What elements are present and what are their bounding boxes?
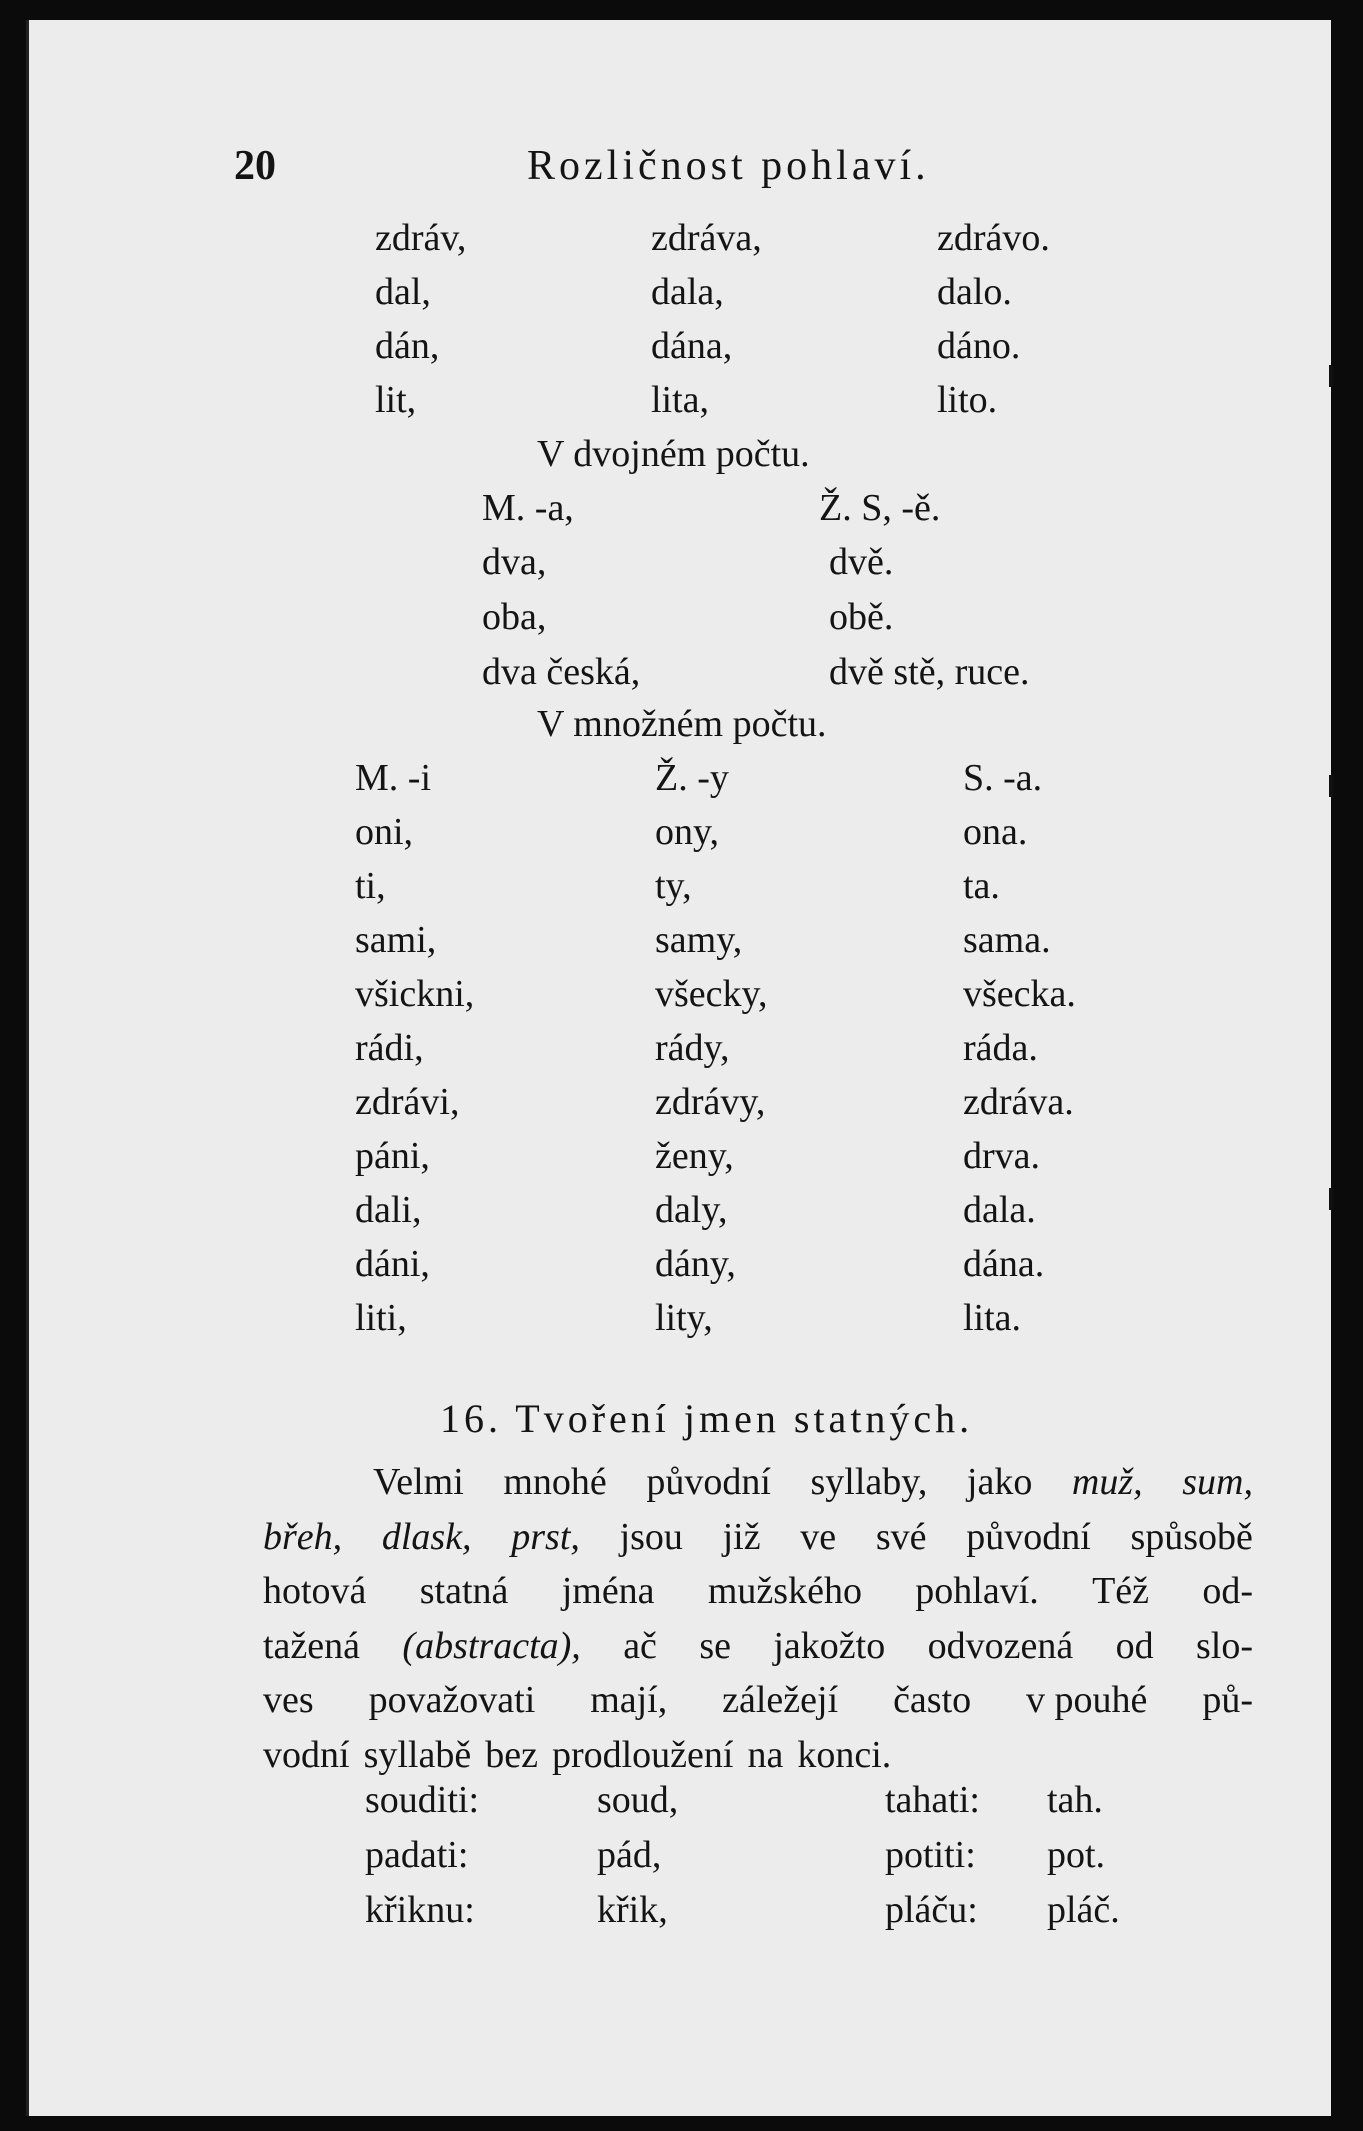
italic-word: dlask, xyxy=(381,1515,472,1558)
plural-form: všickni, xyxy=(355,973,475,1015)
section-title: 16. Tvoření jmen statných. xyxy=(440,1396,974,1441)
dual-column-header: Ž. S, -ě. xyxy=(819,487,941,529)
word: na xyxy=(747,1733,784,1776)
singular-form: zdrávo. xyxy=(937,217,1050,259)
word: pů- xyxy=(1202,1679,1253,1721)
plural-form: ony, xyxy=(655,811,720,853)
plural-form: lity, xyxy=(655,1297,713,1339)
dual-form: oba, xyxy=(482,596,547,638)
word: Též xyxy=(1092,1570,1150,1612)
dual-form: dva česká, xyxy=(482,651,641,693)
word: syllaby, xyxy=(810,1461,928,1503)
example-word: pád, xyxy=(597,1834,662,1876)
word: považovati xyxy=(368,1679,536,1721)
example-word: tahati: xyxy=(885,1779,980,1821)
singular-form: dalo. xyxy=(937,271,1012,313)
plural-form: dána. xyxy=(963,1243,1045,1285)
word: jakožto xyxy=(773,1624,886,1667)
word: tažená xyxy=(263,1624,361,1667)
plural-form: zdráva. xyxy=(963,1081,1074,1123)
paragraph-line xyxy=(263,1510,1253,1565)
dual-column-header: M. -a, xyxy=(482,487,574,529)
edge-mark xyxy=(1329,775,1333,797)
example-word: souditi: xyxy=(365,1779,480,1821)
plural-form: dáni, xyxy=(355,1243,430,1285)
paragraph-line xyxy=(263,1564,1253,1619)
singular-form: dáno. xyxy=(937,325,1021,367)
edge-mark xyxy=(1329,365,1333,387)
word: své xyxy=(875,1515,927,1558)
word: od xyxy=(1115,1624,1154,1667)
plural-column-header: S. -a. xyxy=(963,757,1043,799)
word: původní xyxy=(646,1461,771,1503)
plural-form: daly, xyxy=(655,1189,728,1231)
plural-form: sama. xyxy=(963,919,1051,961)
page-number: 20 xyxy=(234,143,276,189)
word: ves xyxy=(263,1679,314,1721)
dual-form: dvě. xyxy=(829,541,894,583)
section-paragraph xyxy=(263,1455,1253,1782)
plural-form: páni, xyxy=(355,1135,430,1177)
plural-form: lita. xyxy=(963,1297,1022,1339)
word: syllabě xyxy=(363,1733,472,1776)
singular-form: lit, xyxy=(375,379,417,421)
plural-form: ráda. xyxy=(963,1027,1038,1069)
singular-form: lito. xyxy=(937,379,998,421)
word: odvozená xyxy=(927,1624,1074,1667)
singular-form: zdráva, xyxy=(651,217,762,259)
plural-form: ona. xyxy=(963,811,1028,853)
word: mužského xyxy=(707,1570,862,1612)
italic-word: prst, xyxy=(511,1515,580,1558)
word: mají, xyxy=(590,1679,668,1721)
plural-form: ženy, xyxy=(655,1135,734,1177)
paragraph-line xyxy=(263,1619,1253,1674)
dual-form: dvě stě, ruce. xyxy=(829,651,1030,693)
example-word: soud, xyxy=(597,1779,679,1821)
word: Velmi xyxy=(373,1461,464,1503)
italic-word: muž, xyxy=(1071,1461,1143,1503)
edge-mark xyxy=(1329,1188,1333,1210)
plural-form: rády, xyxy=(655,1027,730,1069)
word: slo- xyxy=(1196,1624,1253,1667)
paragraph-line xyxy=(263,1673,1253,1728)
word: se xyxy=(699,1624,731,1667)
plural-form: dala. xyxy=(963,1189,1036,1231)
word: prodloužení xyxy=(551,1733,734,1776)
example-word: pláč. xyxy=(1047,1889,1120,1931)
example-word: křiknu: xyxy=(365,1889,475,1931)
word: jako xyxy=(966,1461,1033,1503)
example-word: tah. xyxy=(1047,1779,1103,1821)
example-word: pláču: xyxy=(885,1889,978,1931)
plural-form: sami, xyxy=(355,919,437,961)
word: statná xyxy=(419,1570,509,1612)
word: v pouhé xyxy=(1026,1679,1148,1721)
word: již xyxy=(722,1515,761,1558)
word: často xyxy=(893,1679,972,1721)
example-word: křik, xyxy=(597,1889,668,1931)
singular-form: dala, xyxy=(651,271,724,313)
plural-form: zdrávy, xyxy=(655,1081,766,1123)
word: mnohé xyxy=(503,1461,607,1503)
plural-form: všecky, xyxy=(655,973,768,1015)
plural-form: všecka. xyxy=(963,973,1076,1015)
word: záležejí xyxy=(722,1679,839,1721)
word: ač xyxy=(623,1624,657,1667)
dual-heading: V dvojném počtu. xyxy=(537,433,810,475)
plural-form: ty, xyxy=(655,865,692,907)
plural-form: ti, xyxy=(355,865,386,907)
running-head: Rozličnost pohlaví. xyxy=(527,143,930,189)
plural-form: ta. xyxy=(963,865,1000,907)
example-word: padati: xyxy=(365,1834,469,1876)
plural-form: dány, xyxy=(655,1243,736,1285)
book-page xyxy=(26,20,1331,2116)
plural-form: samy, xyxy=(655,919,743,961)
word: konci. xyxy=(797,1733,892,1776)
singular-form: dal, xyxy=(375,271,431,313)
plural-form: oni, xyxy=(355,811,414,853)
word: původní xyxy=(966,1515,1091,1558)
singular-form: dán, xyxy=(375,325,440,367)
italic-word: sum, xyxy=(1182,1461,1253,1503)
italic-word: břeh, xyxy=(263,1515,343,1558)
example-word: potiti: xyxy=(885,1834,976,1876)
singular-form: zdráv, xyxy=(375,217,467,259)
plural-column-header: Ž. -y xyxy=(655,757,729,799)
word: od- xyxy=(1202,1570,1253,1612)
word: jsou xyxy=(619,1515,683,1558)
plural-form: liti, xyxy=(355,1297,407,1339)
dual-form: dva, xyxy=(482,541,547,583)
word: jména xyxy=(561,1570,655,1612)
word: pohlaví. xyxy=(915,1570,1039,1612)
plural-form: dali, xyxy=(355,1189,422,1231)
plural-form: rádi, xyxy=(355,1027,424,1069)
italic-word: (abstracta), xyxy=(402,1624,581,1667)
word: bez xyxy=(485,1733,538,1776)
word: ve xyxy=(800,1515,837,1558)
word: vodní xyxy=(263,1733,350,1776)
example-word: pot. xyxy=(1047,1834,1106,1876)
plural-form: drva. xyxy=(963,1135,1041,1177)
dual-form: obě. xyxy=(829,596,894,638)
singular-form: dána, xyxy=(651,325,733,367)
singular-form: lita, xyxy=(651,379,710,421)
word: spůsobě xyxy=(1130,1515,1253,1558)
plural-heading: V množném počtu. xyxy=(537,703,827,745)
word: hotová xyxy=(263,1570,367,1612)
plural-column-header: M. -i xyxy=(355,757,431,799)
plural-form: zdrávi, xyxy=(355,1081,460,1123)
paragraph-line xyxy=(263,1728,1253,1783)
paragraph-line xyxy=(263,1455,1253,1510)
